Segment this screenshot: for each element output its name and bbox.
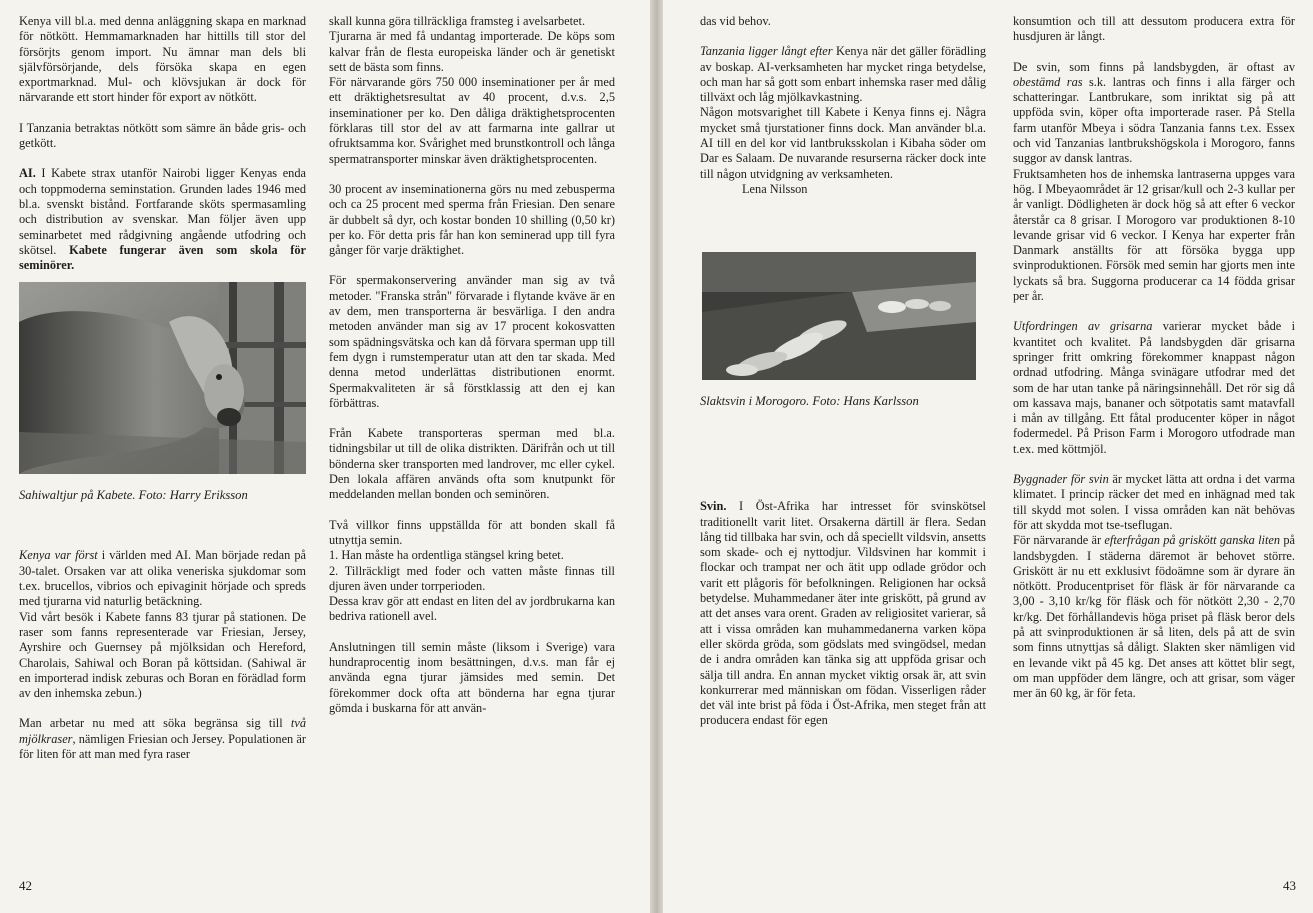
run-in-heading: AI. — [19, 166, 36, 181]
author-signature: Lena Nilsson — [742, 181, 808, 196]
run-in-heading: Svin. — [700, 499, 727, 514]
run-in-heading: Utfordringen av grisarna — [1013, 319, 1153, 334]
left-page-column-1 — [19, 14, 306, 864]
paragraph-text: Kenya när det gäller förädling av boskap. AI-verksamheten har mycket ringa betydelse, och man har så gott som enbart inhemska raser med dålig tillväxt och låg mjölkavkastning. — [700, 44, 986, 105]
right-page-column-2 — [1013, 14, 1295, 864]
photo-caption-sahiwal: Sahiwaltjur på Kabete. Foto: Harry Eriksson — [19, 488, 248, 503]
run-in-heading: Kenya var först — [19, 548, 98, 563]
photo-caption-pigs: Slaktsvin i Morogoro. Foto: Hans Karlsson — [700, 394, 919, 409]
paragraph: Dessa krav gör att endast en liten del av jordbrukarna kan bedriva rationell avel. — [329, 594, 615, 624]
paragraph: Någon motsvarighet till Kabete i Kenya finns ej. Några mycket små tjurstationer finns dock. Man använder bl.a. AI till en del kor vid lantbruksskolan i Kibaha söder om Dar es Salaam. De nuvarande resurserna räcker dock inte till någon utvidgning av verksamheten. — [700, 105, 986, 181]
paragraph-text: varierar mycket både i kvantitet och kvalitet. På landsbygden där grisarna springer fritt omkring förekommer knappast någon ordnad utfodring. Många svinägare utfodrar med det som de har utan tanke på näringsinnehåll. Det rör sig då om kassava majs, bananer och sötpotatis samt matavfall i mån av tillgång. Ett fåtal producenter köper in något fodermedel. På Prison Farm i Morogoro utfodrade man t.ex. med köttmjöl. — [1013, 319, 1295, 456]
paragraph: Anslutningen till semin måste (liksom i Sverige) vara hundraprocentig inom besättningen, d.v.s. man får ej använda egna tjurar jämsides med semin. Det förekommer dock ofta att bönderna har egna tjurar gömda i buskarna för att använ- — [329, 639, 615, 715]
paragraph: I Tanzania betraktas nötkött som sämre än både gris- och getkött. — [19, 120, 306, 151]
paragraph-text: För närvarande är — [1013, 533, 1105, 548]
paragraph: Två villkor finns uppställda för att bonden skall få utnyttja semin. — [329, 517, 615, 547]
paragraph: Kenya vill bl.a. med denna anläggning skapa en marknad för nötkött. Hemmamarknaden har hittills till stor del försörjts genom import. Nu ämnar man dels bli självförsörjande, dels försöka skapa en egen exportmarknad. Mul- och klövsjukan är dock för närvarande ett stort hinder för export av nötkött. — [19, 14, 306, 105]
paragraph-obestamd-ras — [1013, 60, 1295, 167]
paragraph: das vid behov. — [700, 14, 771, 28]
italic-text: efterfrågan på griskött ganska liten — [1104, 533, 1281, 548]
paragraph-svin — [700, 499, 986, 728]
right-page — [663, 0, 1313, 913]
page-gutter — [650, 0, 663, 913]
paragraph-text: I Kabete strax utanför Nairobi ligger Kenyas enda och toppmoderna seminstation. Grunden lades 1946 med bl.a. svenskt bistånd. Fortfarande sköts spermasamling och distribution av svenskar. Man följer även upp seminarbetet med rådgivning angående utfodring och skötsel. — [19, 166, 306, 257]
paragraph: För närvarande görs 750 000 inseminationer per år med ett dräktighetsresultat av 40 procent, d.v.s. 2,5 inseminationer per ko. Den dåliga dräktighetsprocenten förklaras till stor del av att farmarna inte gallrar ut ofruktsamma kor. Svårighet med brunstkontroll och långa spermatransporter minskar även dräktighetsprocenten. — [329, 75, 615, 166]
list-item: 1. Han måste ha ordentliga stängsel kring betet. — [329, 548, 564, 563]
paragraph-mjolkraser — [19, 716, 306, 762]
paragraph-tanzania — [700, 44, 986, 105]
pigs-photo-image — [702, 252, 976, 380]
paragraph: 30 procent av inseminationerna görs nu med zebusperma och ca 25 procent med sperma från Friesian. Den senare är dubbelt så dyr, och kostar bonden 10 shilling (0,50 kr) per ko. För detta pris får han kon seminerad upp till fyra gånger för varje dräktighet. — [329, 181, 615, 258]
paragraph-kenya-forst — [19, 548, 306, 609]
italic-text: obestämd ras — [1013, 74, 1083, 89]
paragraph-text: Man arbetar nu med att söka begränsa sig till — [19, 716, 291, 731]
photo-pigs-morogoro — [702, 252, 976, 380]
paragraph-utfordring — [1013, 319, 1295, 457]
photo-sahiwal-bull — [19, 282, 306, 474]
paragraph-byggnader — [1013, 472, 1295, 533]
paragraph-text: på landsbygden. I städerna däremot är behovet större. Griskött är nu ett exklusivt födoämne som är dyrare än nötkött. Producentpriset för fläsk är för närvarande ca 3,00 - 3,10 kr/kg för fläsk och för nötkött 2,30 - 2,70 kr/kg. Det förhållandevis höga priset på fläsk beror dels på att svinproduktionen är så liten, dels på att de svin som finns utnyttjas så dåligt. Slakten sker nämligen vid en levande vikt på 45 kg. Det anses att köttet blir segt, om man uppföder dem längre, och att grisar, som väger mer än 60 kg, är för feta. — [1013, 533, 1295, 701]
paragraph: skall kunna göra tillräckliga framsteg i avelsarbetet. — [329, 14, 586, 28]
paragraph-text: s.k. lantras och finns i alla färger och schatteringar. Lantbrukare, som inriktat sig på att uppföda svin, köper ofta importerade raser. På Stella farm utanför Mbeya i södra Tanzania fanns t.ex. Essex och vid Tanzanias lantbrukshögskola i Morogoro, fanns suggor av dansk lantras. — [1013, 74, 1295, 166]
paragraph-text: i världen med AI. Man började redan på 30-talet. Orsaken var att olika veneriska sjukdomar som t.ex. brucellos, vibrios och epivaginit hörjade och spreds med tjurarna vid naturlig betäckning. — [19, 548, 306, 609]
paragraph: konsumtion och till att dessutom producera extra för husdjuren är långt. — [1013, 14, 1295, 44]
left-page — [0, 0, 650, 913]
paragraph: Tjurarna är med få undantag importerade. De köps som kalvar från de flesta europeiska länder och är genetiskt sett de bästa som finns. — [329, 29, 615, 74]
page-number-left: 42 — [19, 878, 32, 893]
paragraph-text: I Öst-Afrika har intresset för svinskötsel traditionellt varit litet. Orsakerna därtill är flera. Sedan lång tid tillbaka har svin, och då speciellt vildsvin, ansetts som skade- och ej nyttodjur. Vildsvinen har kommit i flockar och trampat ner och ätit upp odlade grödor och varit ett plågoris för befolkningen. Religionen har också betydelse. Muhammedaner äter inte griskött, på grund av att det anses vara orent. Graden av religiositet varierar, så att i vissa områden kan muhammedanerna varken köpa eller skörda gröda, som gödslats med svingödsel, medan de i andra områden kan tänka sig att uppföda grisar och sälja till andra. En annan mycket viktig orsak är, att svin konkurrerar med människan om födan. Visserligen råder det väl inte brist på föda i Öst-Afrika, men steget från att producera endast för egen — [700, 499, 986, 728]
page-number-right: 43 — [1283, 878, 1296, 893]
left-page-column-2 — [329, 14, 615, 864]
list-item: 2. Tillräckligt med foder och vatten måste finnas till djuren även under torrperioden. — [329, 563, 615, 593]
paragraph-text: , nämligen Friesian och Jersey. Populationen är för liten för att man med fyra raser — [19, 731, 306, 762]
bold-text: Kabete fungerar även som skola för seminörer. — [19, 242, 306, 273]
italic-text: två mjölkraser — [19, 716, 306, 746]
paragraph-efterfragan — [1013, 533, 1295, 701]
right-page-column-1 — [700, 14, 986, 864]
bull-photo-image — [19, 282, 306, 474]
paragraph: Fruktsamheten hos de inhemska lantraserna uppges vara hög. I Mbeyaområdet är 12 grisar/kull och 2-3 kullar per år vanligt. Dödligheten är dock hög så att efter 6 veckor återstår ca 8 grisar. I Morogoro var produktionen 8-10 levande grisar vid 6 veckor. I Kenya har experter från Danmark anställts för att försöka bygga upp svinproduktionen. Försök med semin har gjorts men inte lyckats så bra. Suggorna producerar ca 14 födda grisar per år. — [1013, 166, 1295, 304]
paragraph-ai — [19, 166, 306, 273]
paragraph: Vid vårt besök i Kabete fanns 83 tjurar på stationen. De raser som fanns representerade var Friesian, Jersey, Ayrshire och Guernsey på mjölksidan och Hereford, Charolais, Sahiwal och Boran på köttsidan. (Sahiwal är en importerad indisk zeburas och Boran en förädlad form av den inhemska zebun.) — [19, 609, 306, 701]
paragraph: Från Kabete transporteras sperman med bl.a. tidningsbilar ut till de olika distrikten. Därifrån och ut till bönderna sker transporten med landrover, mc eller cykel. Den lokala affären används ofta som knutpunkt för meddelanden mellan bonden och seminören. — [329, 426, 615, 502]
paragraph-text: De svin, som finns på landsbygden, är oftast av — [1013, 59, 1295, 74]
paragraph-text: är mycket lätta att ordna i det varma klimatet. I princip räcker det med en inhägnad med tak till skydd mot solen. I vissa områden kan nät behövas för att skydda mot tse-tseflugan. — [1013, 472, 1295, 532]
run-in-heading: Byggnader för svin — [1013, 472, 1109, 487]
run-in-heading: Tanzania ligger långt efter — [700, 44, 833, 59]
paragraph: För spermakonservering använder man sig av två metoder. "Franska strån" förvarade i flytande kväve är en av dem, men transporterna är besvärliga. I den andra metoden använder man sig av 17 procent kokosvatten som spädningsvätska och kan då förvara sperman upp till fem dygn i rumstemperatur utan att den tar skada. Med denna metod underlättas distributionen enormt. Spermakvaliteten är så förstklassig att den ej kan förbättras. — [329, 273, 615, 410]
